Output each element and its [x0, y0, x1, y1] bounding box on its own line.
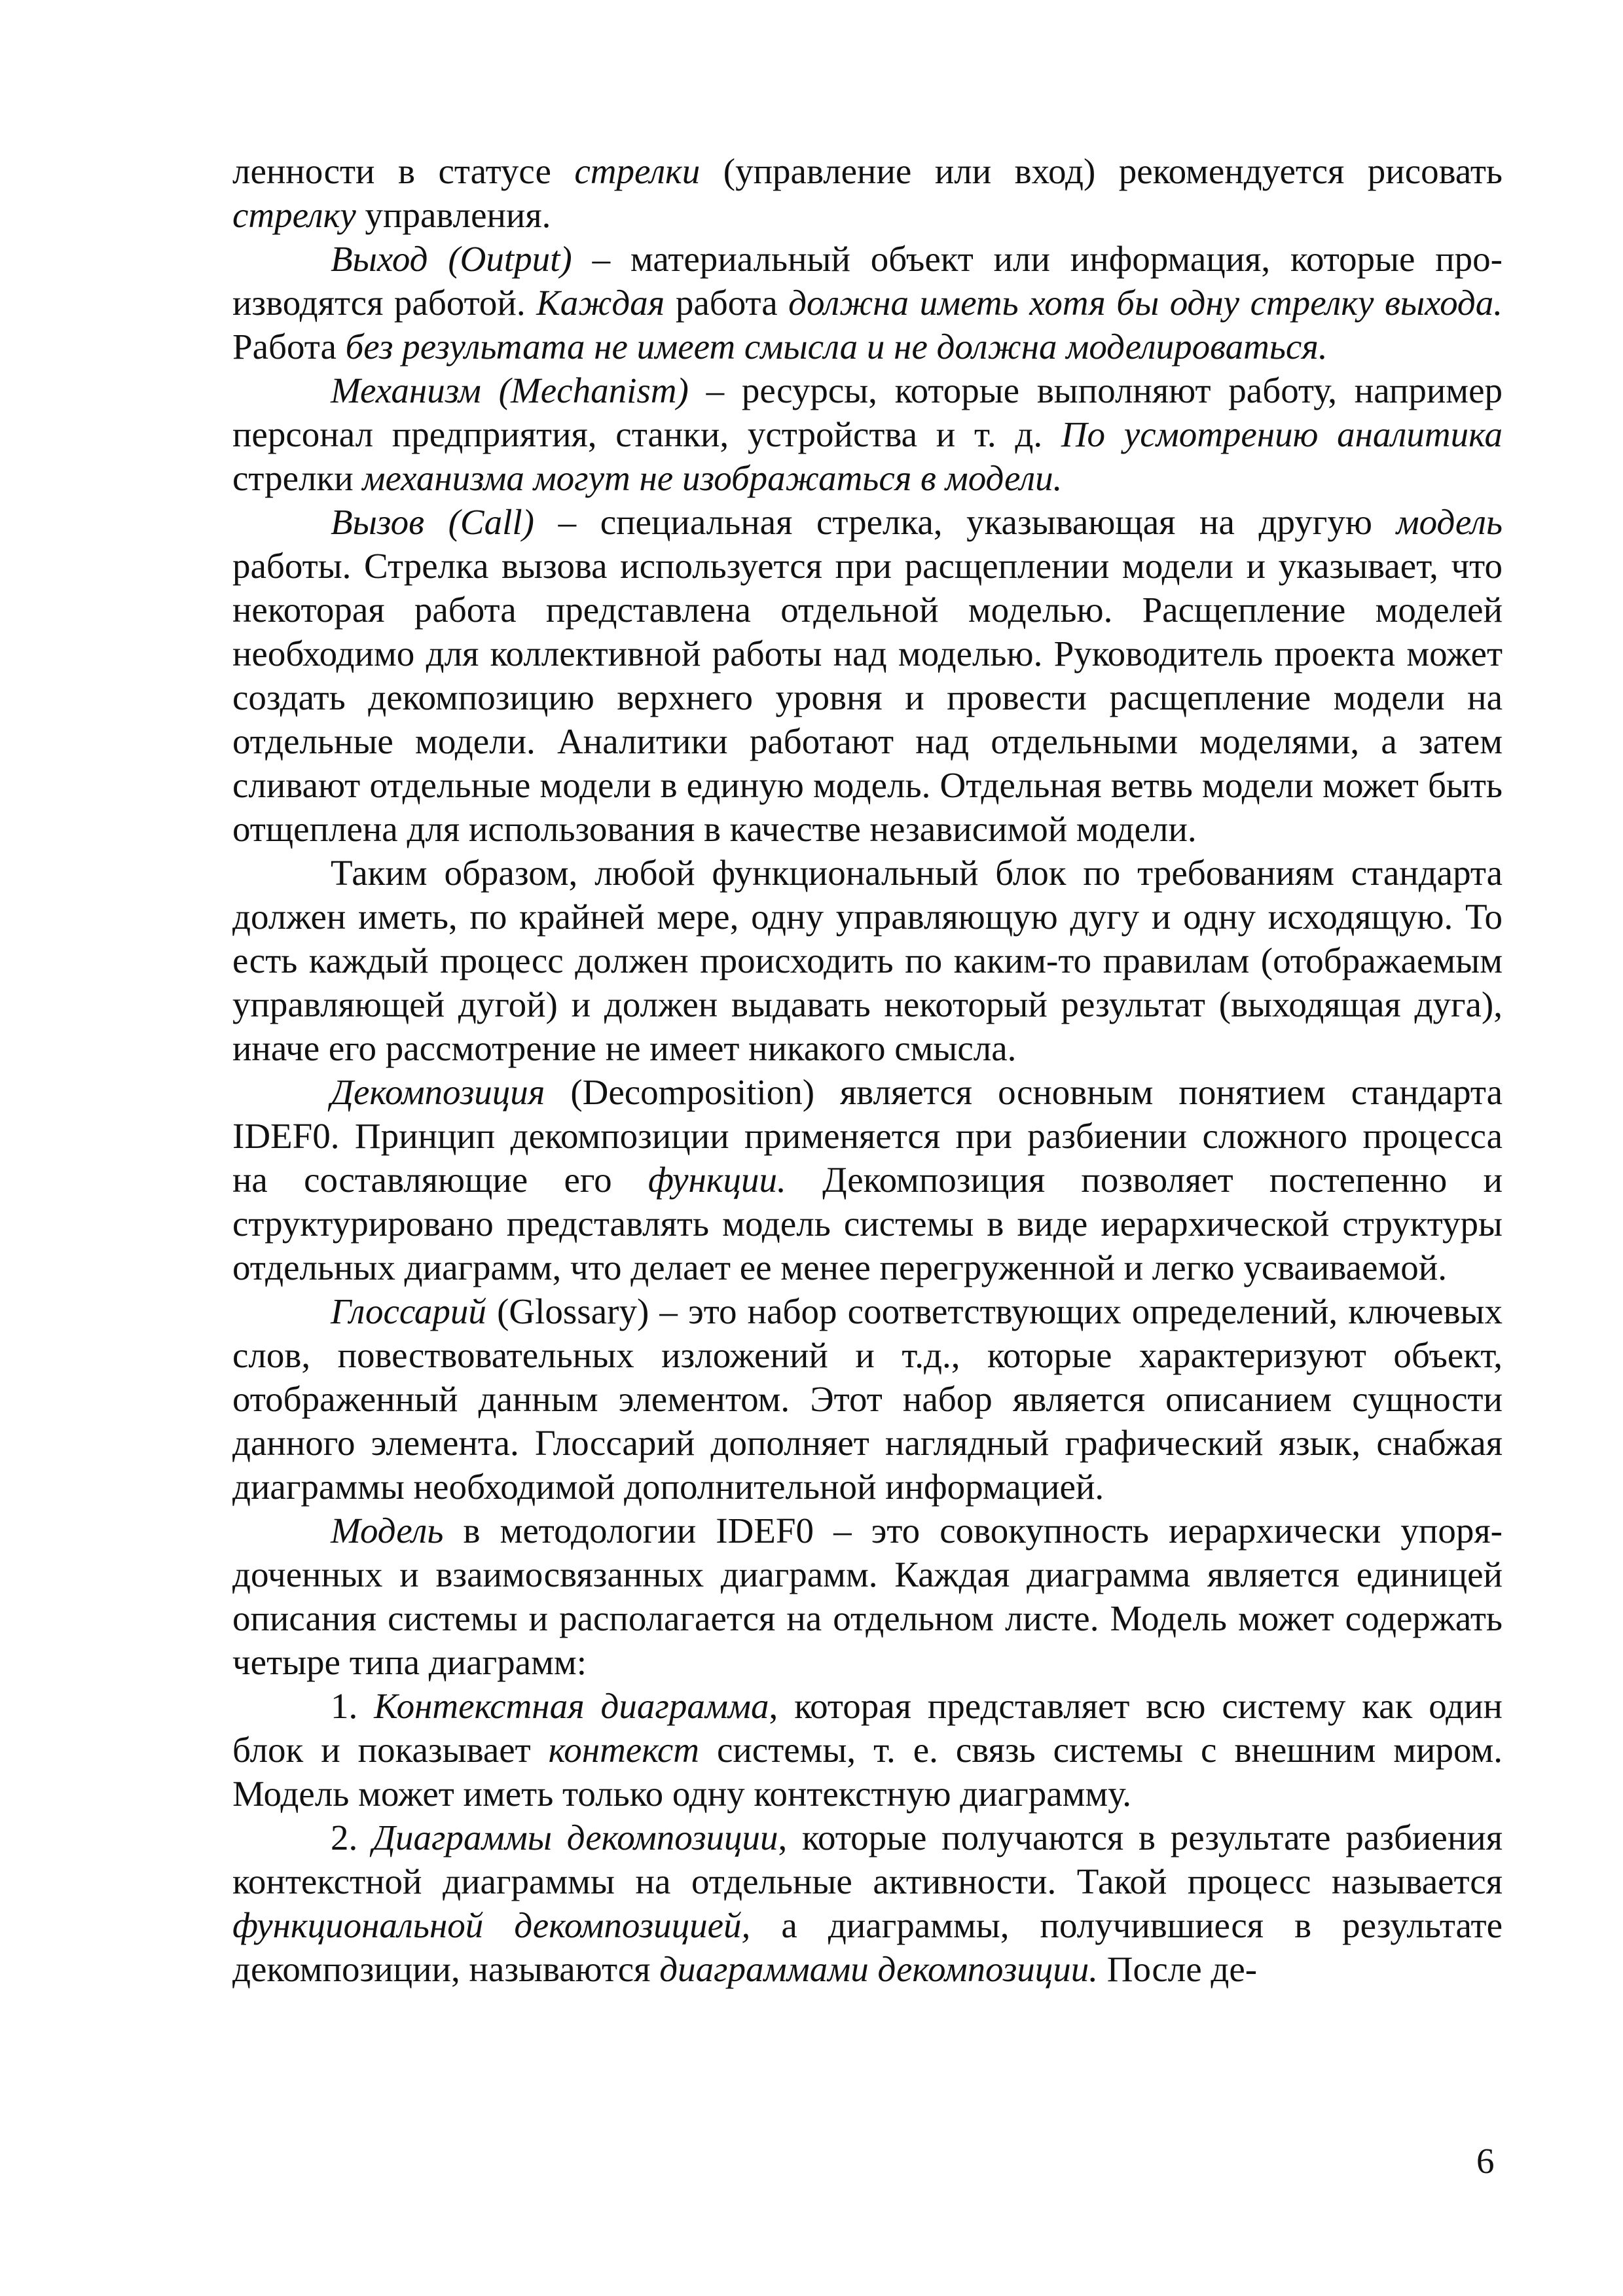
list-item-decomposition-diagrams [232, 1816, 1503, 1991]
italic-text: Контекстная диаграмма [374, 1686, 769, 1726]
paragraph-1 [232, 149, 1503, 237]
text-run: – материальный объект или информация, которые производятся работой. [232, 239, 1503, 323]
italic-text: модель [1396, 502, 1503, 542]
text-run: 1. [331, 1686, 374, 1726]
italic-text: Механизм (Mechanism) [331, 370, 689, 410]
paragraph-decomposition [232, 1070, 1503, 1289]
italic-text: Вызов (Call) [331, 502, 534, 542]
text-run: ленности в статусе [232, 151, 575, 191]
italic-text: Глоссарий [331, 1291, 486, 1331]
text-run: стрелки [232, 458, 363, 498]
text-run: Декомпозиция позволяет постепенно и структурировано представлять модель системы в виде иерархической структуры отдельных диаграмм, что делает ее менее перегруженной и легко усваиваемой. [232, 1160, 1503, 1287]
text-run: а диаграммы, получившиеся в результате декомпозиции, называются [232, 1905, 1503, 1989]
list-item-context-diagram [232, 1684, 1503, 1816]
italic-text: По усмотрению аналитика [1061, 414, 1503, 454]
italic-text: стрелки [574, 151, 701, 191]
text-run: работы. Стрелка вызова используется при расщеплении модели и указывает, что некоторая работа представлена отдельной моделью. Расщепление моделей необходимо для коллективной работы над моделью. Руководитель проекта может создать декомпозицию верхнего уровня и провести расщепление модели на отдельные модели. Аналитики работают над отдельными моделями, а затем сливают отдельные модели в единую модель. Отдельная ветвь модели может быть отщеплена для использования в качестве независимой модели. [232, 546, 1503, 849]
document-body [232, 149, 1503, 1991]
text-run: , которые получаются в результате разбиения контекстной диаграммы на отдельные активности. Такой процесс называется [232, 1818, 1503, 1901]
italic-text: Декомпозиция [331, 1072, 545, 1112]
paragraph-output [232, 237, 1503, 368]
text-run: в методологии IDEF0 – это совокупность иерархически упорядоченных и взаимосвязанных диаграмм. Каждая диаграмма является единицей описания системы и располагается на отдельном листе. Модель может содержать четыре типа диаграмм: [232, 1511, 1503, 1682]
text-run: системы, т. е. связь системы с внешним миром. Модель может иметь только одну контекстную диаграмму. [232, 1730, 1503, 1814]
italic-text: без результата не имеет смысла и не должна моделироваться. [345, 327, 1328, 367]
text-run: 2. [331, 1818, 373, 1857]
text-run: (Glossary) – это набор соответствующих определений, ключевых слов, повествовательных изложений и т.д., которые характеризуют объект, отображенный данным элементом. Этот набор является описанием сущности данного элемента. Глоссарий дополняет наглядный графический язык, снабжая диаграммы необходимой дополнительной информацией. [232, 1291, 1503, 1507]
italic-text: стрелку [232, 195, 356, 235]
paragraph-model [232, 1509, 1503, 1684]
text-run: – специальная стрелка, указывающая на другую [534, 502, 1396, 542]
paragraph-mechanism [232, 368, 1503, 500]
paragraph-summary [232, 851, 1503, 1070]
italic-text: функции. [647, 1160, 786, 1200]
text-run: работа [665, 283, 789, 323]
text-run: Работа [232, 327, 346, 367]
italic-text: Каждая [536, 283, 665, 323]
text-run: (Decomposition) является основным понятием стандарта IDEF0. Принцип декомпозиции применяется при разбиении сложного процесса на составляющие его [232, 1072, 1503, 1200]
paragraph-glossary [232, 1289, 1503, 1509]
italic-text: диаграммами декомпозиции. [659, 1949, 1099, 1989]
italic-text: механизма могут не изображаться в модели. [362, 458, 1063, 498]
text-run: – ресурсы, которые выполняют работу, например персонал предприятия, станки, устройства и т. д. [232, 370, 1503, 454]
italic-text: должна иметь хотя бы одну стрелку выхода. [788, 283, 1503, 323]
text-run: После де- [1098, 1949, 1258, 1989]
text-run: Таким образом, любой функциональный блок по требованиям стандарта должен иметь, по крайней мере, одну управляющую дугу и одну исходящую. То есть каждый процесс должен происходить по каким-то правилам (отображаемым управляющей дугой) и должен выдавать некоторый результат (выходящая дуга), иначе его рассмотрение не имеет никакого смысла. [232, 853, 1503, 1068]
text-run: управления. [356, 195, 551, 235]
paragraph-call [232, 500, 1503, 851]
text-run: , которая представляет всю систему как один блок и показывает [232, 1686, 1503, 1770]
italic-text: контекст [548, 1730, 699, 1770]
italic-text: Диаграммы декомпозиции [373, 1818, 778, 1857]
italic-text: функциональной декомпозицией, [232, 1905, 751, 1945]
text-run: (управление или вход) рекомендуется рисовать [700, 151, 1503, 191]
italic-text: Выход (Output) [331, 239, 572, 279]
page-number: 6 [1476, 2141, 1495, 2181]
italic-text: Модель [331, 1511, 444, 1551]
